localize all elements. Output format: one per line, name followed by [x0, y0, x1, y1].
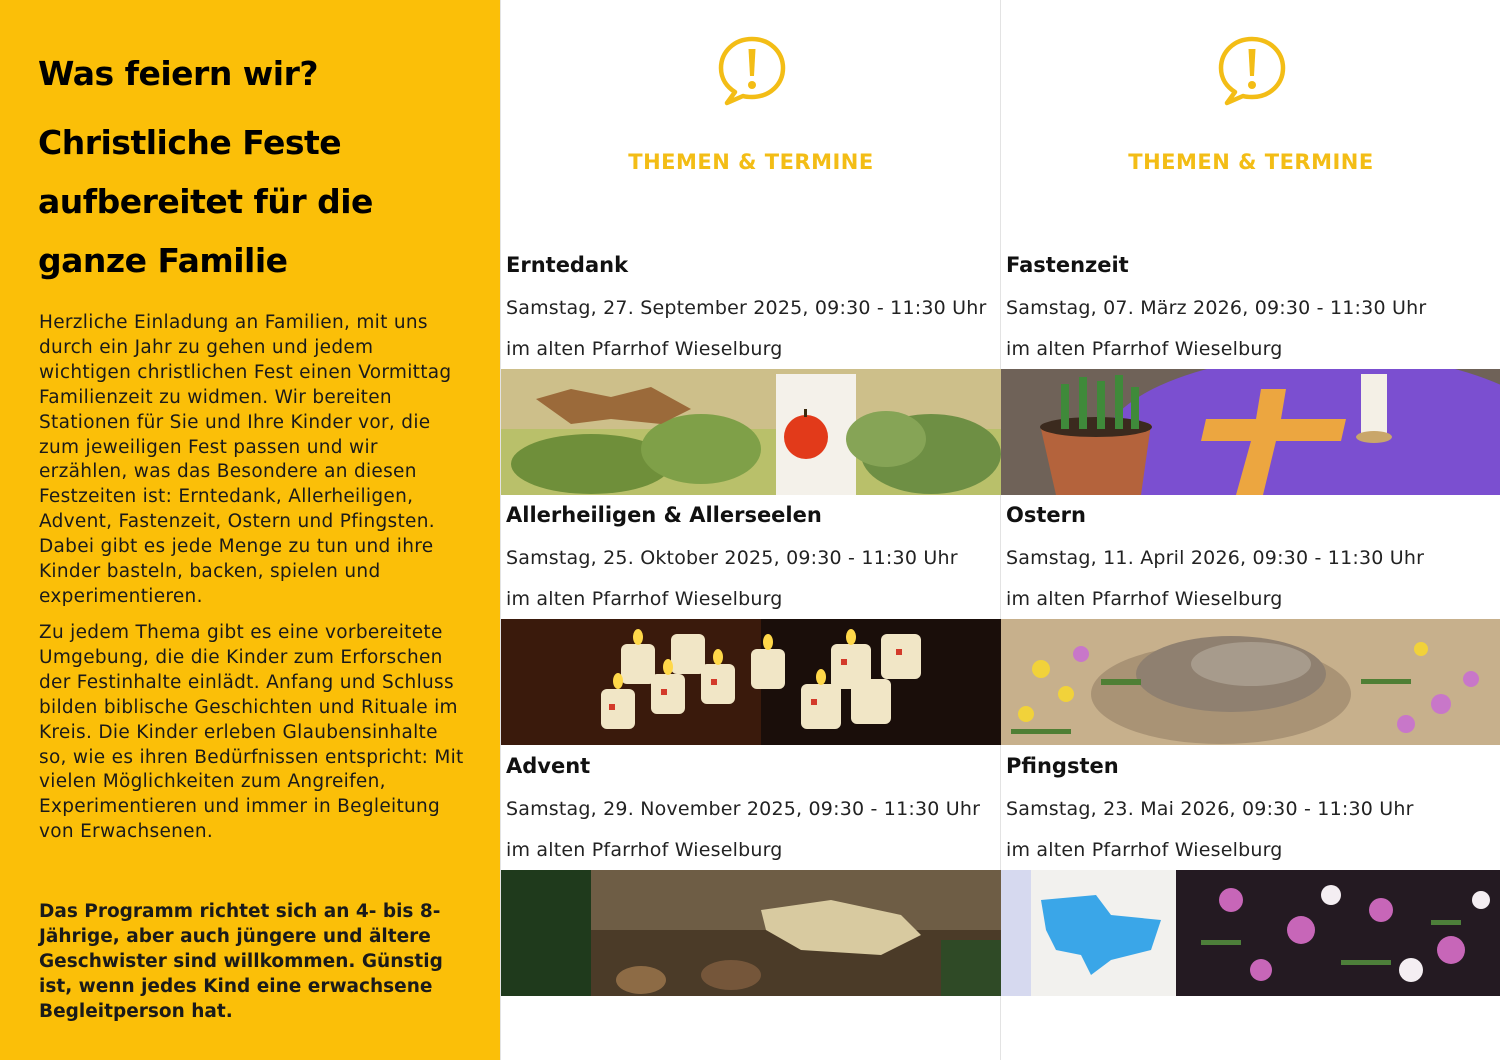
event-date: Samstag, 23. Mai 2026, 09:30 - 11:30 Uhr — [1006, 798, 1414, 820]
event-date: Samstag, 11. April 2026, 09:30 - 11:30 Uhr — [1006, 547, 1425, 569]
event-erntedank — [501, 250, 1001, 500]
event-place: im alten Pfarrhof Wieselburg — [1006, 588, 1283, 610]
event-advent — [501, 751, 1001, 1001]
intro-paragraph-target-group: Das Programm richtet sich an 4- bis 8-Jährige, aber auch jüngere und ältere Geschwister sind willkommen. Günstig ist, wenn jedes Kind eine erwachsene Begleitperson hat. — [39, 901, 443, 1022]
column-title: THEMEN & TERMINE — [628, 150, 874, 174]
event-pfingsten — [1001, 751, 1500, 1001]
events-column-autumn — [501, 0, 1001, 1060]
pentecost-photo — [1001, 870, 1500, 996]
events-column-spring — [1001, 0, 1500, 1060]
intro-panel — [0, 0, 500, 1060]
event-name: Pfingsten — [1006, 754, 1119, 778]
event-date: Samstag, 29. November 2025, 09:30 - 11:30 Uhr — [506, 798, 981, 820]
exclamation-speech-bubble-icon — [1217, 35, 1287, 107]
page-subtitle: Christliche Feste aufbereitet für die ganze Familie — [38, 123, 373, 280]
exclamation-speech-bubble-icon — [717, 35, 787, 107]
harvest-photo — [501, 369, 1001, 495]
event-name: Ostern — [1006, 503, 1086, 527]
event-fastenzeit — [1001, 250, 1500, 500]
column-title: THEMEN & TERMINE — [1128, 150, 1374, 174]
event-place: im alten Pfarrhof Wieselburg — [1006, 338, 1283, 360]
event-allerheiligen — [501, 500, 1001, 750]
event-place: im alten Pfarrhof Wieselburg — [506, 338, 783, 360]
event-place: im alten Pfarrhof Wieselburg — [1006, 839, 1283, 861]
advent-photo — [501, 870, 1001, 996]
page-title: Was feiern wir? — [38, 54, 319, 93]
event-name: Fastenzeit — [1006, 253, 1129, 277]
intro-paragraph-1: Herzliche Einladung an Familien, mit uns durch ein Jahr zu gehen und jedem wichtigen christlichen Fest einen Vormittag Familienzeit zu widmen. Wir bereiten Stationen für Sie und Ihre Kinder vor, die zum jeweiligen Fest passen und wir erzählen, was das Besondere an diesen Festzeiten ist: Erntedank, Allerheiligen, Advent, Fastenzeit, Ostern und Pfingsten. Dabei gibt es jede Menge zu tun und ihre Kinder basteln, backen, spielen und experimentieren. — [39, 312, 452, 607]
intro-paragraph-2: Zu jedem Thema gibt es eine vorbereitete Umgebung, die die Kinder zum Erforschen der Festinhalte einlädt. Anfang und Schluss bilden biblische Geschichten und Rituale im Kreis. Die Kinder erleben Glaubensinhalte so, wie es ihren Bedürfnissen entspricht: Mit vielen Möglichkeiten zum Angreifen, Experimentieren und immer in Begleitung von Erwachsenen. — [39, 622, 464, 843]
event-date: Samstag, 07. März 2026, 09:30 - 11:30 Uhr — [1006, 297, 1427, 319]
event-name: Allerheiligen & Allerseelen — [506, 503, 822, 527]
event-place: im alten Pfarrhof Wieselburg — [506, 588, 783, 610]
event-date: Samstag, 27. September 2025, 09:30 - 11:30 Uhr — [506, 297, 987, 319]
event-place: im alten Pfarrhof Wieselburg — [506, 839, 783, 861]
lent-photo — [1001, 369, 1500, 495]
candles-photo — [501, 619, 1001, 745]
easter-photo — [1001, 619, 1500, 745]
event-name: Advent — [506, 754, 591, 778]
event-name: Erntedank — [506, 253, 629, 277]
event-ostern — [1001, 500, 1500, 750]
event-date: Samstag, 25. Oktober 2025, 09:30 - 11:30 Uhr — [506, 547, 958, 569]
